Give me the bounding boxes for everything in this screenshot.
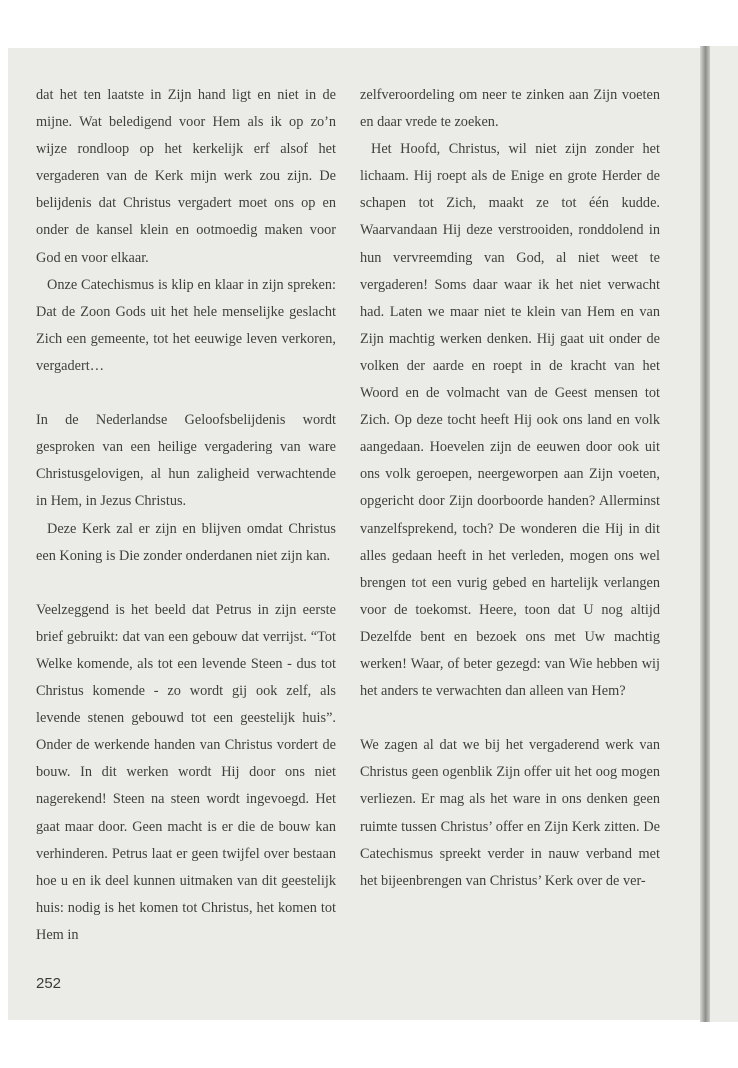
paragraph: We zagen al dat we bij het vergaderend werk van Christus geen ogenblik Zijn offer uit het oog mogen verliezen. Er mag als het ware in ons denken geen ruimte tussen Christus’ offer en Zijn Kerk zitten. De Catechismus spreekt verder in nauw verband met het bijeenbrengen van Christus’ Kerk over de ver- [360,737,660,889]
paragraph: Deze Kerk zal er zijn en blijven omdat Christus een Koning is Die zonder onderdanen niet zijn kan. [36,520,336,564]
paragraph: In de Nederlandse Geloofsbelijdenis wordt gesproken van een heilige vergadering van ware Christusgelovigen, al hun zaligheid verwachtende in Hem, in Jezus Christus. [36,412,336,510]
adjacent-page-strip [710,46,738,1022]
page-number: 252 [36,975,62,992]
paragraph: Veelzeggend is het beeld dat Petrus in zijn eerste brief gebruikt: dat van een gebouw dat verrijst. “Tot Welke komende, als tot een levende Steen - dus tot Christus komende - zo wordt gij ook zelf, als levende stenen gebouwd tot een geestelijk huis”. Onder de werkende handen van Christus vordert de bouw. In dit werken wordt Hij door ons niet nagerekend! Steen na steen wordt ingevoegd. Het gaat maar door. Geen macht is er die de bouw kan verhinderen. Petrus laat er geen twijfel over bestaan hoe u en ik deel kunnen uitmaken van dit geestelijk huis: nodig is het komen tot Christus, het komen tot Hem in [36,601,336,943]
paragraph: Het Hoofd, Christus, wil niet zijn zonder het lichaam. Hij roept als de Enige en grote Herder de schapen tot Zich, maakt ze tot één kudde. Waarvandaan Hij deze verstrooiden, ronddolend in hun vervreemding van God, al niet weet te vergaderen! Soms daar waar ik het niet verwacht had. Laten we maar niet te klein van Hem en van Zijn machtig werken denken. Hij gaat uit onder de volken der aarde en roept in de kracht van het Woord en de volmacht van de Geest mensen tot Zich. Op deze tocht heeft Hij ook ons land en volk aangedaan. Hoevelen zijn de eeuwen door ook uit ons volk geroepen, neergeworpen aan Zijn voeten, opgericht door Zijn doorboorde handen? Allerminst vanzelfsprekend, toch? De wonderen die Hij in dit alles gedaan heeft in het verleden, mogen ons wel brengen tot een vurig gebed en hartelijk verlangen voor de toekomst. Heere, toon dat U nog altijd Dezelfde bent en bezoek ons met Uw machtig werken! Waar, of beter gezegd: van Wie hebben wij het anders te verwachten dan alleen van Hem? [360,141,660,700]
paragraph: dat het ten laatste in Zijn hand ligt en niet in de mijne. Wat beledigend voor Hem als ik op zo’n wijze rondloop op het kerkelijk erf alsof het vergaderen van de Kerk mijn werk zou zijn. De belijdenis dat Christus vergadert moet ons op en onder de kansel klein en ootmoedig maken voor God en voor elkaar. [36,87,336,266]
paragraph: Onze Catechismus is klip en klaar in zijn spreken: Dat de Zoon Gods uit het hele menselijke geslacht Zich een gemeente, tot het eeuwige leven verkoren, vergadert… [36,276,336,374]
left-text-column [36,82,336,949]
paragraph: zelfveroordeling om neer te zinken aan Zijn voeten en daar vrede te zoeken. [360,87,660,131]
right-text-column [360,82,660,895]
page-edge-shadow [700,46,710,1022]
